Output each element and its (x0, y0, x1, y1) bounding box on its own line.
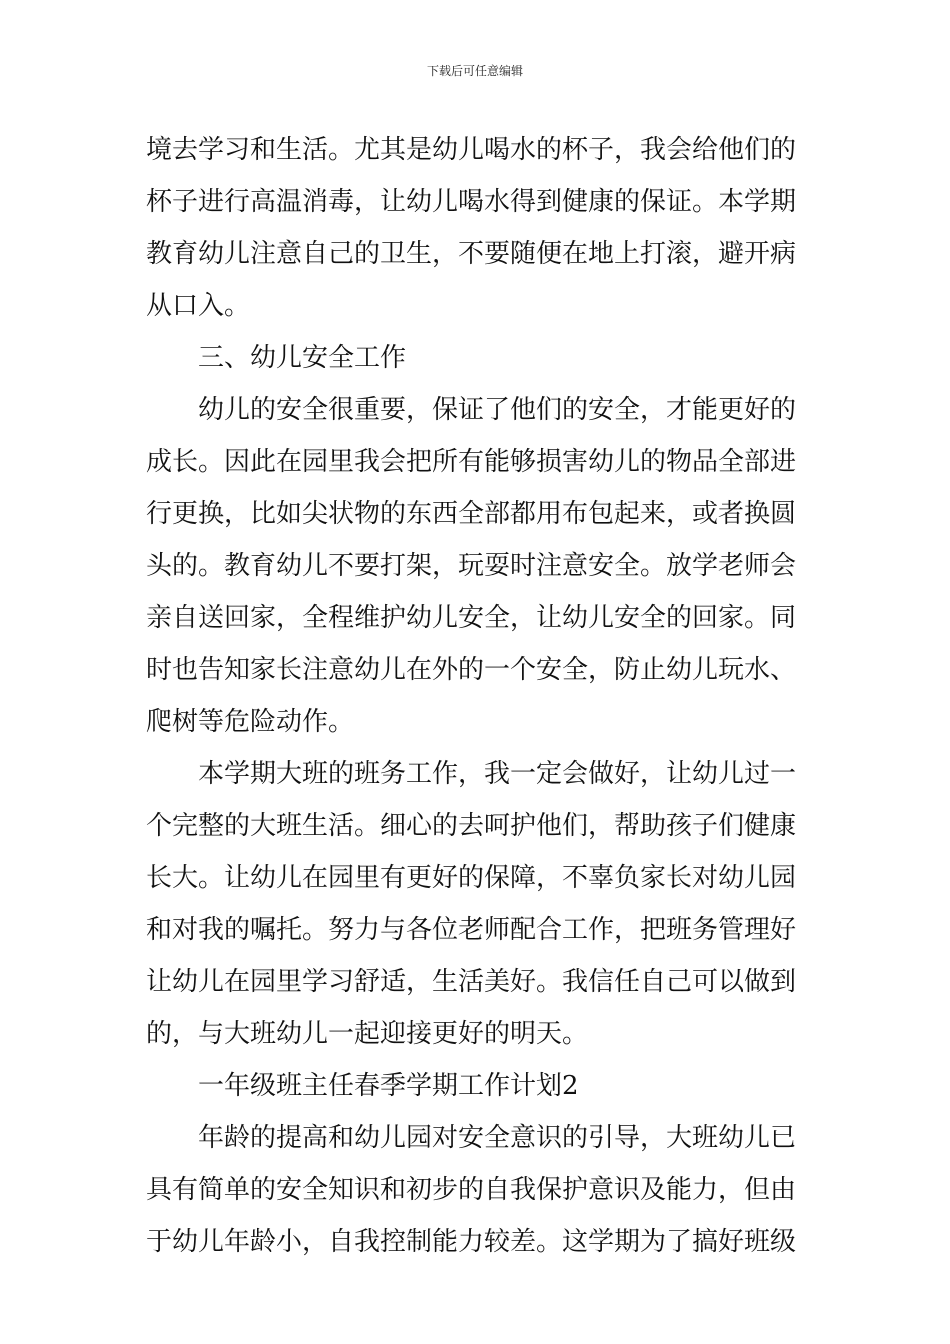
text-line: 成长。因此在园里我会把所有能够损害幼儿的物品全部进 (146, 447, 797, 477)
text-line: 行更换，比如尖状物的东西全部都用布包起来，或者换圆 (146, 499, 797, 529)
section-heading: 一年级班主任春季学期工作计划2 (198, 1071, 579, 1101)
text-line: 的，与大班幼儿一起迎接更好的明天。 (146, 1019, 589, 1049)
text-line: 从口入。 (146, 291, 251, 321)
document-body (146, 124, 811, 1268)
text-line: 和对我的嘱托。努力与各位老师配合工作，把班务管理好 (146, 915, 797, 945)
text-line: 爬树等危险动作。 (146, 707, 355, 737)
text-line: 幼儿的安全很重要，保证了他们的安全，才能更好的 (198, 395, 797, 425)
section-heading: 三、幼儿安全工作 (198, 343, 407, 373)
text-line: 个完整的大班生活。细心的去呵护他们，帮助孩子们健康 (146, 811, 797, 841)
page-header: 下载后可任意编辑 (426, 64, 523, 78)
text-line: 具有简单的安全知识和初步的自我保护意识及能力，但由 (146, 1175, 797, 1205)
text-line: 长大。让幼儿在园里有更好的保障，不辜负家长对幼儿园 (146, 863, 797, 893)
text-line: 亲自送回家，全程维护幼儿安全，让幼儿安全的回家。同 (146, 603, 797, 633)
text-line: 年龄的提高和幼儿园对安全意识的引导，大班幼儿已 (198, 1123, 797, 1153)
text-line: 让幼儿在园里学习舒适，生活美好。我信任自己可以做到 (146, 967, 797, 997)
text-line: 于幼儿年龄小，自我控制能力较差。这学期为了搞好班级 (146, 1227, 797, 1257)
text-line: 杯子进行高温消毒，让幼儿喝水得到健康的保证。本学期 (146, 187, 797, 217)
text-line: 境去学习和生活。尤其是幼儿喝水的杯子，我会给他们的 (146, 135, 797, 165)
text-line: 本学期大班的班务工作，我一定会做好，让幼儿过一 (198, 759, 797, 789)
text-line: 头的。教育幼儿不要打架，玩耍时注意安全。放学老师会 (146, 551, 797, 581)
text-line: 时也告知家长注意幼儿在外的一个安全，防止幼儿玩水、 (146, 655, 797, 685)
text-line: 教育幼儿注意自己的卫生，不要随便在地上打滚，避开病 (146, 239, 797, 269)
